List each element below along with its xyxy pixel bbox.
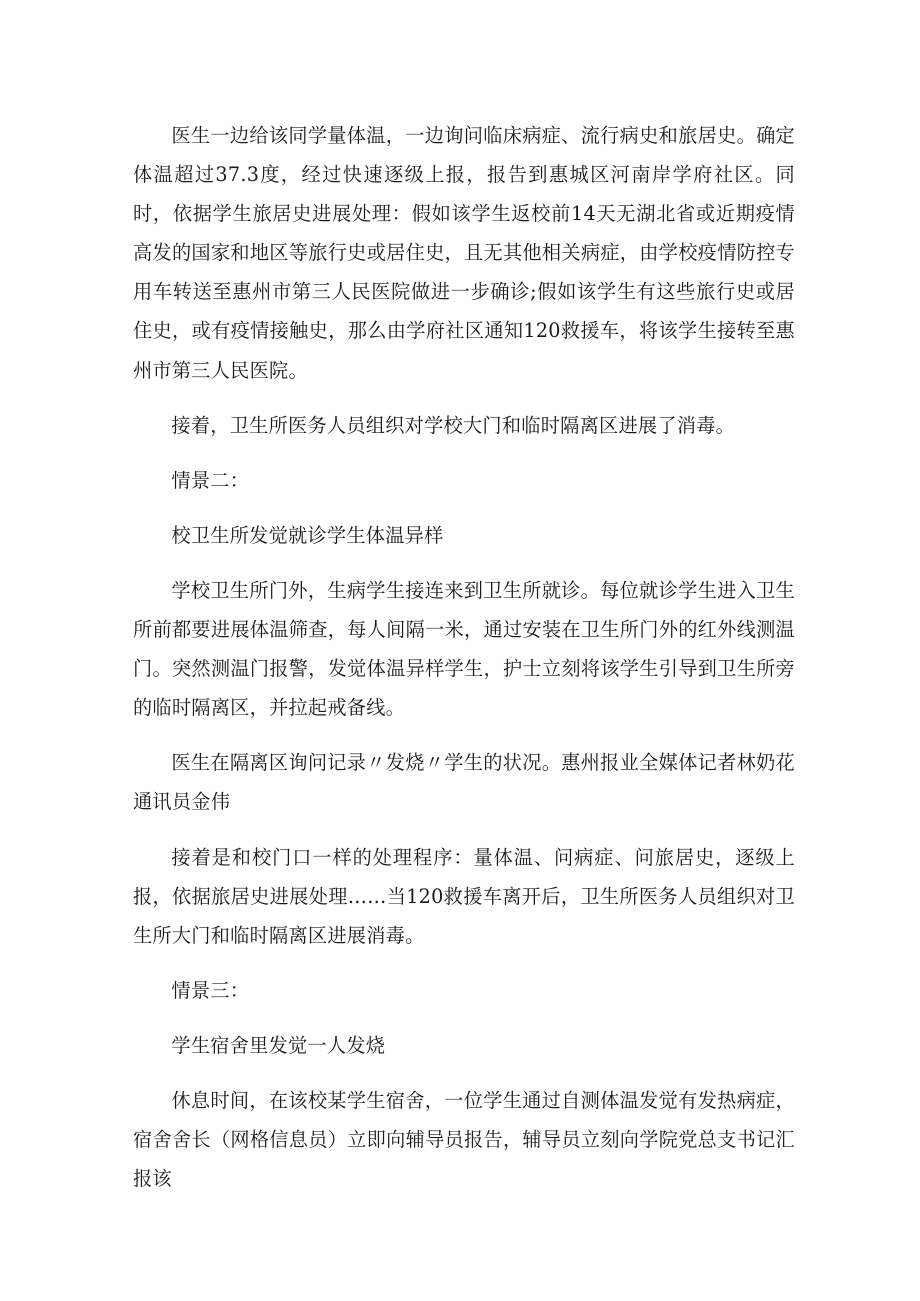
- paragraph-5: 接着是和校门口一样的处理程序：量体温、问病症、问旅居史，逐级上报，依据旅居史进展处理……当120救援车离开后，卫生所医务人员组织对卫生所大门和临时隔离区进展消毒。: [133, 845, 795, 947]
- paragraph-6: 休息时间，在该校某学生宿舍，一位学生通过自测体温发觉有发热病症，宿舍舍长（网格信息员）立即向辅导员报告，辅导员立刻向学院党总支书记汇报该: [133, 1088, 795, 1191]
- document-body: [133, 116, 795, 1214]
- paragraph-3: 学校卫生所门外，生病学生接连来到卫生所就诊。每位就诊学生进入卫生所前都要进展体温筛查，每人间隔一米，通过安装在卫生所门外的红外线测温门。突然测温门报警，发觉体温异样学生，护士立刻将该学生引导到卫生所旁的临时隔离区，并拉起戒备线。: [133, 578, 795, 720]
- paragraph-1: 医生一边给该同学量体温，一边询问临床病症、流行病史和旅居史。确定体温超过37.3度，经过快速逐级上报，报告到惠城区河南岸学府社区。同时，依据学生旅居史进展处理：假如该学生返校前14天无湖北省或近期疫情高发的国家和地区等旅行史或居住史，且无其他相关病症，由学校疫情防控专用车转送至惠州市第三人民医院做进一步确诊;假如该学生有这些旅行史或居住史，或有疫情接触史，那么由学府社区通知120救援车，将该学生接转至惠州市第三人民医院。: [133, 124, 795, 382]
- section-heading-scene-3: 情景三：: [171, 978, 250, 1002]
- section-heading-scene-2: 情景二：: [171, 468, 250, 492]
- paragraph-4: 医生在隔离区询问记录〃发烧〃学生的状况。惠州报业全媒体记者林奶花通讯员金伟: [133, 751, 795, 814]
- paragraph-2: 接着，卫生所医务人员组织对学校大门和临时隔离区进展了消毒。: [171, 413, 736, 437]
- section-subtitle-scene-3: 学生宿舍里发觉一人发烧: [171, 1033, 386, 1057]
- section-subtitle-scene-2: 校卫生所发觉就诊学生体温异样: [171, 523, 444, 547]
